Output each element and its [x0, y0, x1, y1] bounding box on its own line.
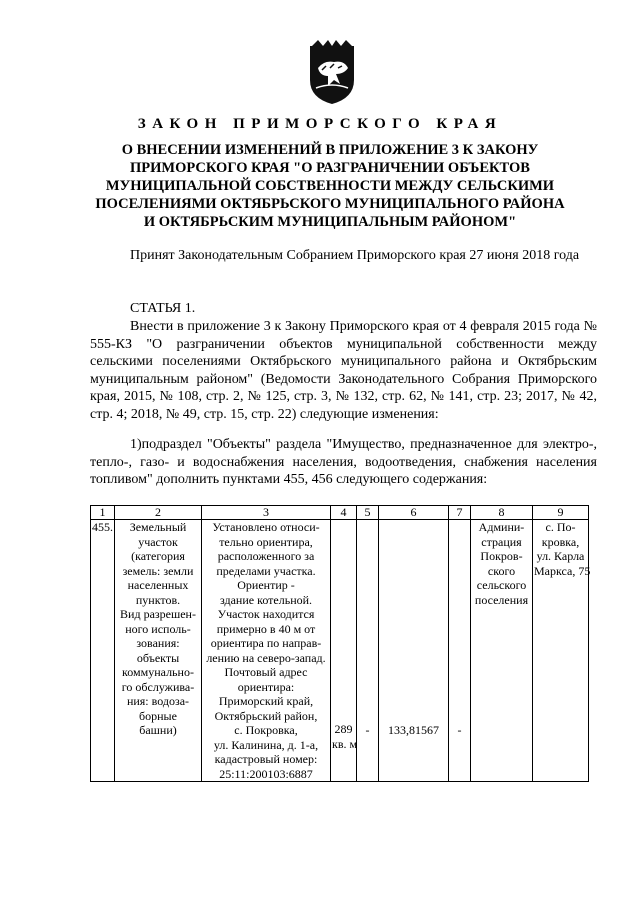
cell-line: 25:11:200103:6887: [219, 766, 313, 781]
table-header-row: [91, 506, 589, 520]
cell-line: Почтовый адрес: [224, 665, 308, 679]
article-paragraph-2: 1)подраздел "Объекты" раздела "Имущество, предназначенное для электро-, тепло-, газо- и водоснабжения населения, водоотведения, снабжения населения топливом" дополнить пунктами 455, 456 следующего содержания:: [90, 437, 597, 487]
cell-line: пунктов.: [135, 592, 181, 607]
cell-line: Приморский край,: [218, 694, 314, 708]
cell-area: [331, 520, 357, 782]
cell-line: ориентира:: [237, 679, 295, 694]
cell-line: го обслужива-: [121, 679, 195, 694]
cell-line: Октябрьский район,: [214, 708, 318, 723]
cell-line: ул. Карла: [536, 549, 585, 563]
cell-line: Установлено относи-: [212, 520, 320, 534]
column-header: 6: [379, 506, 449, 520]
column-header: 1: [91, 506, 115, 520]
article-paragraph-1: Внести в приложение 3 к Закону Приморского края от 4 февраля 2015 года № 555-КЗ "О разграничении объектов муниципальной собственности между сельскими поселениями Октябрьского муниципального района и Октябрьским муниципальным районом" (Ведомости Законодательного Собрания Приморского края, 2015, № 108, стр. 2, № 125, стр. 3, № 132, стр. 62, № 141, стр. 23; 2017, № 42, стр. 4; 2018, № 49, стр. 15, стр. 22) следующие изменения:: [90, 319, 597, 422]
cell-line: пределами участка.: [216, 563, 316, 578]
cell-line: 289: [334, 722, 353, 736]
cell-line: поселения: [474, 592, 529, 607]
cell-col7: -: [449, 520, 471, 782]
law-title: ЗАКОН ПРИМОРСКОГО КРАЯ: [137, 116, 503, 132]
subtitle-line: О ВНЕСЕНИИ ИЗМЕНЕНИЙ В ПРИЛОЖЕНИЕ 3 К ЗАКОНУ: [121, 142, 539, 158]
cell-address: [202, 520, 331, 782]
cell-line: земель: земли: [122, 563, 194, 578]
cell-line: ния: водоза-: [126, 694, 190, 708]
cell-line: ского: [487, 563, 516, 578]
cell-line: здание котельной.: [219, 592, 313, 607]
column-header: 8: [471, 506, 533, 520]
cell-line: расположенного за: [217, 549, 315, 563]
cell-line: коммунально-: [122, 665, 194, 679]
subtitle-line: ПРИМОРСКОГО КРАЯ "О РАЗГРАНИЧЕНИИ ОБЪЕКТОВ: [130, 160, 530, 176]
objects-table: [90, 505, 589, 782]
cell-location: [533, 520, 589, 782]
cell-number: 455.: [91, 520, 115, 782]
table-row: [91, 520, 589, 782]
cell-line: участок: [138, 534, 178, 549]
cell-line: ориентира по направ-: [210, 636, 322, 650]
coat-of-arms-icon: [306, 40, 358, 106]
cell-line: Участок находится: [217, 607, 315, 621]
cell-holder: [471, 520, 533, 782]
cell-line: ного исполь-: [125, 621, 191, 636]
cell-col5: -: [357, 520, 379, 782]
cell-line: борные: [139, 708, 177, 723]
cell-line: примерно в 40 м от: [216, 621, 316, 636]
cell-line: Покров-: [480, 549, 523, 563]
cell-object-name: [115, 520, 202, 782]
cell-line: (категория: [131, 549, 185, 563]
cell-line: объекты: [136, 650, 180, 665]
cell-line: Земельный: [129, 520, 187, 534]
cell-line: с. По-: [545, 520, 576, 534]
cell-line: кадастровый номер:: [214, 752, 318, 766]
adoption-note: Принят Законодательным Собранием Приморского края 27 июня 2018 года: [130, 248, 580, 263]
column-header: 3: [202, 506, 331, 520]
column-header: 4: [331, 506, 357, 520]
cell-line: Админи-: [478, 520, 525, 534]
subtitle-line: ПОСЕЛЕНИЯМИ ОКТЯБРЬСКОГО МУНИЦИПАЛЬНОГО РАЙОНА: [95, 196, 565, 212]
cell-line: кровка,: [541, 534, 580, 549]
subtitle-line: И ОКТЯБРЬСКИМ МУНИЦИПАЛЬНЫМ РАЙОНОМ": [143, 214, 517, 230]
subtitle-line: МУНИЦИПАЛЬНОЙ СОБСТВЕННОСТИ МЕЖДУ СЕЛЬСКИМИ: [105, 178, 555, 194]
column-header: 2: [115, 506, 202, 520]
article-heading: СТАТЬЯ 1.: [130, 301, 196, 316]
cell-line: сельского: [476, 578, 527, 592]
cell-line: населенных: [127, 578, 189, 592]
cell-value: 133,81567: [379, 520, 449, 782]
law-subtitle: [80, 141, 580, 231]
cell-line: башни): [139, 723, 177, 737]
cell-line: ул. Калинина, д. 1-а,: [213, 737, 319, 752]
cell-line: Вид разрешен-: [120, 607, 196, 621]
column-header: 7: [449, 506, 471, 520]
column-header: 9: [533, 506, 589, 520]
cell-line: с. Покровка,: [234, 723, 298, 737]
cell-line: тельно ориентира,: [219, 534, 313, 549]
cell-line: Ориентир -: [237, 578, 295, 592]
cell-line: кв. м: [332, 736, 358, 751]
cell-line: лению на северо-запад.: [206, 650, 326, 665]
column-header: 5: [357, 506, 379, 520]
cell-line: Маркса, 75: [534, 563, 591, 578]
cell-line: страция: [481, 534, 522, 549]
cell-line: зования:: [136, 636, 180, 650]
